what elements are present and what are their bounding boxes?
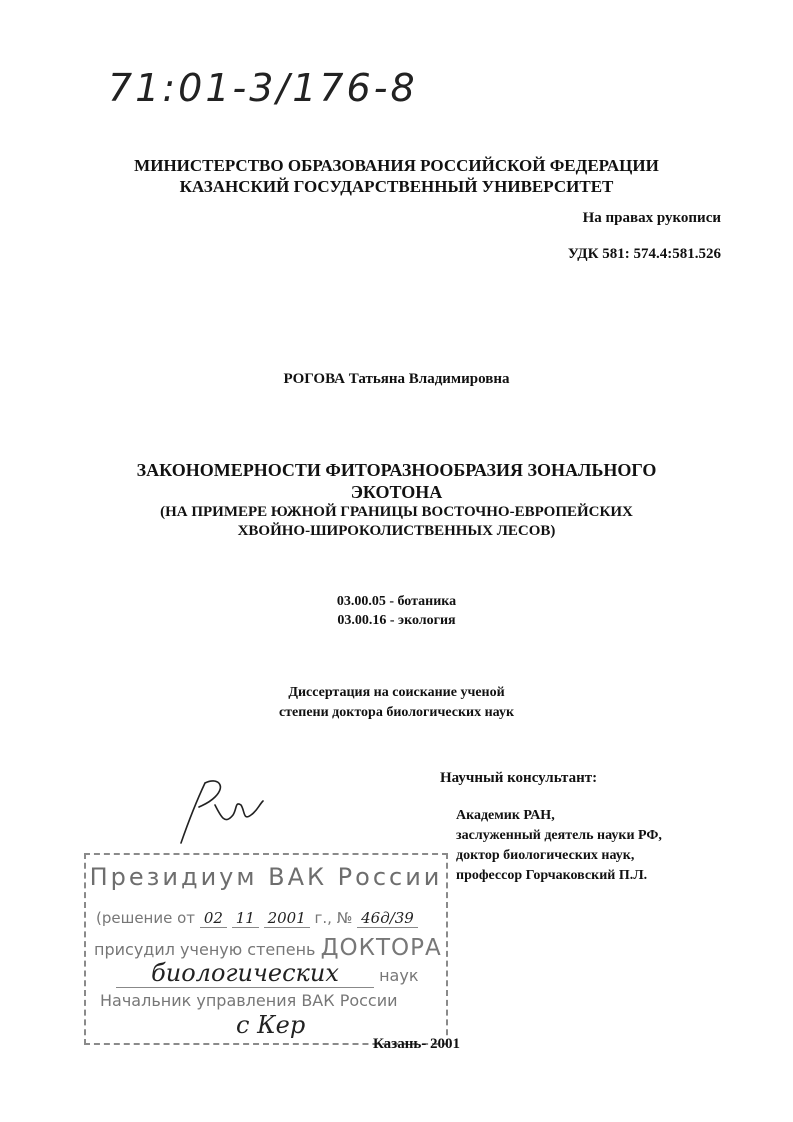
- stamp-awarded: присудил ученую степень: [94, 940, 316, 959]
- stamp-year-suffix: г., №: [314, 909, 353, 927]
- stamp-decision: [96, 909, 418, 927]
- stamp-degree-line: [94, 935, 442, 961]
- consultant-line: Академик РАН,: [456, 808, 555, 823]
- stamp-day: 02: [200, 909, 227, 928]
- stamp-decision-prefix: (решение от: [96, 909, 196, 927]
- consultant-line: доктор биологических наук,: [456, 848, 635, 863]
- institution-header: [0, 155, 793, 197]
- subtitle-line-2: ХВОЙНО-ШИРОКОЛИСТВЕННЫХ ЛЕСОВ): [237, 523, 556, 539]
- stamp-field-suffix: наук: [379, 966, 419, 985]
- ministry-name: МИНИСТЕРСТВО ОБРАЗОВАНИЯ РОССИЙСКОЙ ФЕДЕРАЦИИ: [134, 156, 659, 175]
- stamp-field-line: [116, 959, 436, 988]
- title-line-1: ЗАКОНОМЕРНОСТИ ФИТОРАЗНООБРАЗИЯ ЗОНАЛЬНОГО: [136, 460, 657, 480]
- stamp-signature: с Кер: [236, 1011, 306, 1039]
- handwritten-signature: [175, 775, 270, 850]
- university-name: КАЗАНСКИЙ ГОСУДАРСТВЕННЫЙ УНИВЕРСИТЕТ: [179, 177, 614, 196]
- manuscript-rights: На правах рукописи: [582, 210, 721, 226]
- stamp-degree: ДОКТОРА: [320, 935, 442, 961]
- city-year: Казань- 2001: [372, 1036, 461, 1052]
- specialties: [0, 592, 793, 630]
- consultant-line: заслуженный деятель науки РФ,: [456, 828, 662, 843]
- dissertation-subtitle: [0, 503, 793, 541]
- specialty-botany: 03.00.05 - ботаника: [336, 594, 457, 609]
- consultant-label: Научный консультант:: [440, 770, 598, 786]
- stamp-month: 11: [232, 909, 259, 928]
- title-line-2: ЭКОТОНА: [350, 482, 443, 502]
- dissertation-title: [0, 459, 793, 503]
- thesis-description: [0, 683, 793, 723]
- stamp-field: биологических: [116, 959, 374, 988]
- thesis-line-2: степени доктора биологических наук: [278, 705, 515, 720]
- stamp-year: 2001: [264, 909, 310, 928]
- subtitle-line-1: (НА ПРИМЕРЕ ЮЖНОЙ ГРАНИЦЫ ВОСТОЧНО-ЕВРОПЕЙСКИХ: [160, 504, 633, 520]
- consultant-info: [456, 806, 662, 886]
- udk-code: УДК 581: 574.4:581.526: [567, 246, 721, 262]
- vak-stamp: [84, 853, 448, 1045]
- consultant-line: профессор Горчаковский П.Л.: [456, 868, 648, 883]
- archive-number-handwritten: 71:01-3/176-8: [108, 66, 418, 110]
- stamp-number: 46д/39: [357, 909, 418, 928]
- stamp-title: Президиум ВАК России: [89, 863, 443, 891]
- stamp-chief: Начальник управления ВАК России: [100, 991, 398, 1010]
- author-name: РОГОВА Татьяна Владимировна: [283, 371, 510, 387]
- thesis-line-1: Диссертация на соискание ученой: [288, 685, 505, 700]
- specialty-ecology: 03.00.16 - экология: [337, 613, 456, 628]
